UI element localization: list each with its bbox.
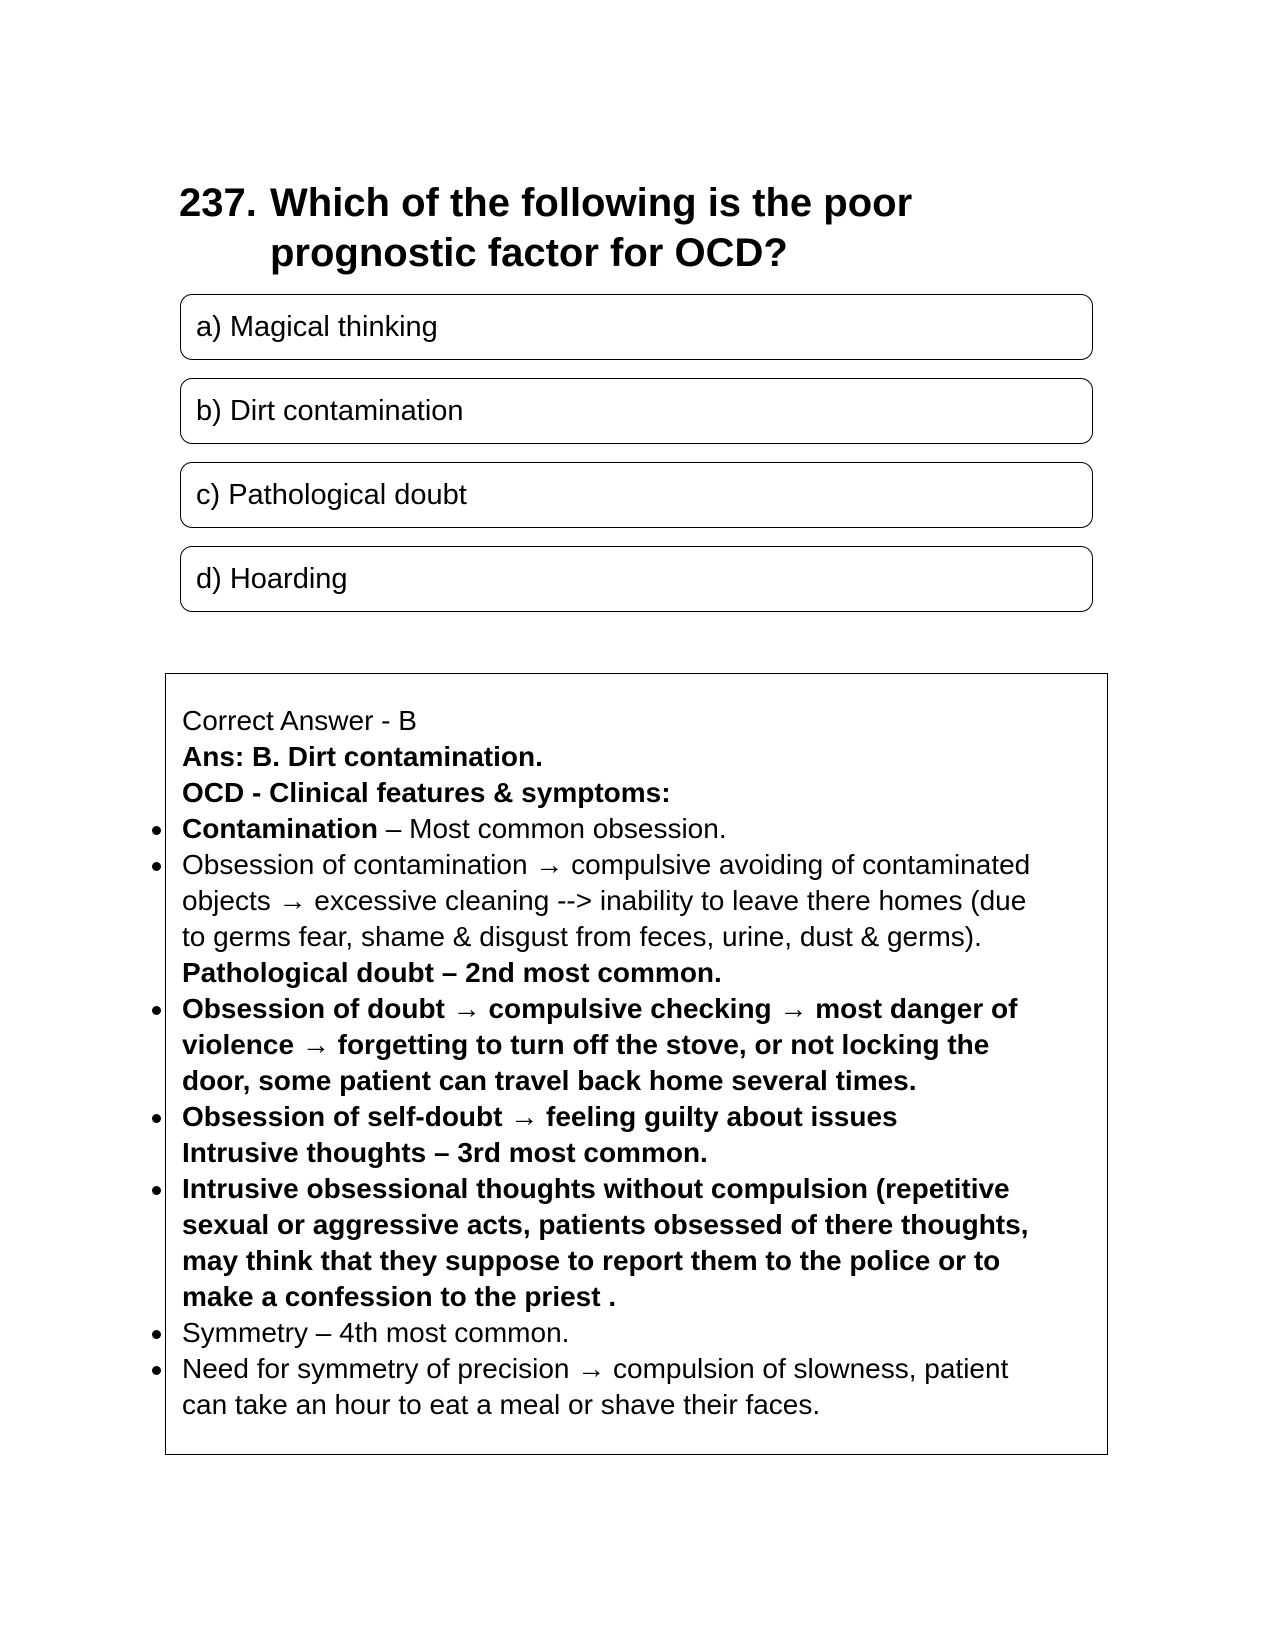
option-d[interactable]: d) Hoarding [180,546,1093,612]
list-item-continuation: make a confession to the priest . [182,1281,617,1312]
question-line-1: Which of the following is the poor [270,181,913,225]
list-item-continuation: sexual or aggressive acts, patients obsessed of there thoughts, [182,1209,1029,1240]
question-number: 237. [179,181,257,225]
list-item: Need for symmetry of precision → compulsion of slowness, patient [182,1351,1092,1387]
list-item-continuation: to germs fear, shame & disgust from feces, urine, dust & germs). [182,921,982,952]
list-item-bold: Contamination [182,813,378,844]
list-item: Obsession of self-doubt → feeling guilty about issues [182,1099,1092,1135]
list-item-continuation: can take an hour to eat a meal or shave their faces. [182,1389,821,1420]
option-c[interactable]: c) Pathological doubt [180,462,1093,528]
list-item-continuation: may think that they suppose to report them to the police or to [182,1245,1001,1276]
list-item: Intrusive obsessional thoughts without compulsion (repetitive [182,1171,1092,1207]
section-heading: OCD - Clinical features & symptoms: [182,777,671,808]
correct-answer-line: Correct Answer - B [182,705,417,736]
list-item [182,811,1092,847]
question-line-2: prognostic factor for OCD? [270,231,788,275]
list-item-continuation: objects → excessive cleaning --> inability to leave there homes (due [182,885,1027,916]
answer-statement: Ans: B. Dirt contamination. [182,741,543,772]
list-item: Obsession of contamination → compulsive avoiding of contaminated [182,847,1092,883]
subheading: Pathological doubt – 2nd most common. [182,957,722,988]
list-item-continuation: violence → forgetting to turn off the stove, or not locking the [182,1029,990,1060]
list-item: Obsession of doubt → compulsive checking → most danger of [182,991,1092,1027]
question-text [270,178,979,278]
option-b[interactable]: b) Dirt contamination [180,378,1093,444]
question-heading [179,178,979,278]
option-a[interactable]: a) Magical thinking [180,294,1093,360]
list-item-continuation: door, some patient can travel back home several times. [182,1065,917,1096]
answer-explanation [182,703,1092,1423]
subheading: Intrusive thoughts – 3rd most common. [182,1137,708,1168]
list-item-text: – Most common obsession. [378,813,727,844]
list-item: Symmetry – 4th most common. [182,1315,1092,1351]
